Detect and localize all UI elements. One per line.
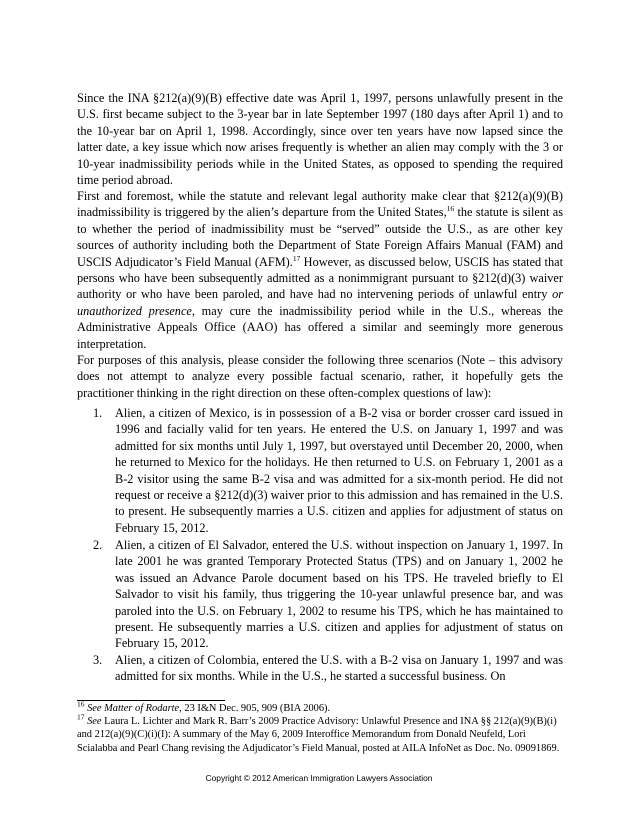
scenario-number: 1. — [93, 406, 103, 420]
scenario-item-3 — [93, 652, 563, 685]
paragraph-first-and-foremost — [77, 188, 563, 352]
paragraph-effective-date: Since the INA §212(a)(9)(B) effective date was April 1, 1997, persons unlawfully present in the U.S. first became subject to the 3-year bar in late September 1997 (180 days after April 1) and to the 10-year bar on April 1, 1998. Accordingly, since over ten years have now lapsed since the latter date, a key issue which now arises frequently is whether an alien may comply with the 3 or 10-year inadmissibility periods while in the United States, as opposed to spending the required time period abroad. — [77, 91, 563, 188]
footnote-citation: See — [87, 716, 102, 727]
p2-text-a: First and foremost, while the statute and relevant legal authority make clear that §212(a)(9)(B) inadmissibility is triggered by the alien’s departure from the United States, — [77, 189, 563, 220]
scenario-number: 3. — [93, 653, 103, 667]
p2-text-b: the statute is silent as to whether the period of inadmissibility must be “served” outside the U.S., as are other key sources of authority including both the Department of State Foreign Affairs Manual (FAM) and USCIS Adjudicator’s Field Manual (AFM). — [77, 205, 563, 269]
footnote-text: Laura L. Lichter and Mark R. Barr’s 2009 Practice Advisory: Unlawful Presence and INA §§ 212(a)(9)(B)(i) and 212(a)(9)(C)(i)(I): A summary of the May 6, 2009 Interoffice Memorandum from Donald Neufeld, Lori Scialabba and Pearl Chang revising the Adjudicator’s Field Manual, posted at AILA InfoNet as Doc. No. 09091869. — [77, 716, 560, 754]
p2-text-emphasis: or unauthorized presence — [77, 287, 563, 318]
scenario-item-1 — [93, 405, 563, 536]
footnote-ref-16: 16 — [446, 204, 455, 214]
footnote-16 — [77, 699, 563, 715]
p2-text-c: However, as discussed below, USCIS has stated that persons who have been subsequently admitted as a nonimmigrant pursuant to §212(d)(3) waiver authority or who have been paroled, and have had no intervening periods of unlawful entry — [77, 254, 563, 302]
footnote-17 — [77, 712, 563, 755]
footnote-ref-17: 17 — [292, 253, 301, 263]
copyright-footer: Copyright © 2012 American Immigration Lawyers Association — [205, 773, 433, 783]
scenario-text: Alien, a citizen of El Salvador, entered the U.S. without inspection on January 1, 1997. In late 2001 he was granted Temporary Protected Status (TPS) and on January 1, 2002 he was issued an Advance Parole document based on his TPS. He traveled briefly to El Salvador to visit his family, thus triggering the 10-year unlawful presence bar, and was paroled into the U.S. on February 1, 2002 to resume his TPS, which he has maintained to present. He subsequently marries a U.S. citizen and applies for adjustment of status on February 15, 2012. — [115, 538, 563, 651]
footnote-text: , 23 I&N Dec. 905, 909 (BIA 2006). — [179, 703, 331, 714]
p2-text-d: , may cure the inadmissibility period while in the U.S., whereas the Administrative Appeals Office (AAO) has offered a similar and seemingly more generous interpretation. — [77, 303, 563, 351]
scenario-text: Alien, a citizen of Colombia, entered the U.S. with a B-2 visa on January 1, 1997 and was admitted for six months. While in the U.S., he started a successful business. On — [115, 653, 563, 684]
paragraph-purposes: For purposes of this analysis, please consider the following three scenarios (Note – this advisory does not attempt to analyze every possible factual scenario, rather, it hopefully gets the practitioner thinking in the right direction on these often-complex questions of law): — [77, 353, 563, 400]
footnote-number: 17 — [77, 712, 85, 722]
scenario-item-2 — [93, 537, 563, 652]
scenario-number: 2. — [93, 538, 103, 552]
scenario-text: Alien, a citizen of Mexico, is in possession of a B-2 visa or border crosser card issued in 1996 and facially valid for ten years. He entered the U.S. on January 1, 1997 and was admitted for six months until July 1, 1997, but overstayed until December 20, 2000, when he returned to Mexico for the holidays. He then returned to U.S. on February 1, 2001 as a B-2 visitor using the same B-2 visa and was admitted for a six-month period. He did not request or receive a §212(d)(3) waiver prior to this admission and has remained in the U.S. to present. He subsequently marries a U.S. citizen and applies for adjustment of status on February 15, 2012. — [115, 406, 563, 535]
footnote-citation: See Matter of Rodarte — [87, 703, 180, 714]
footnote-divider — [77, 700, 225, 701]
footnote-number: 16 — [77, 699, 85, 709]
